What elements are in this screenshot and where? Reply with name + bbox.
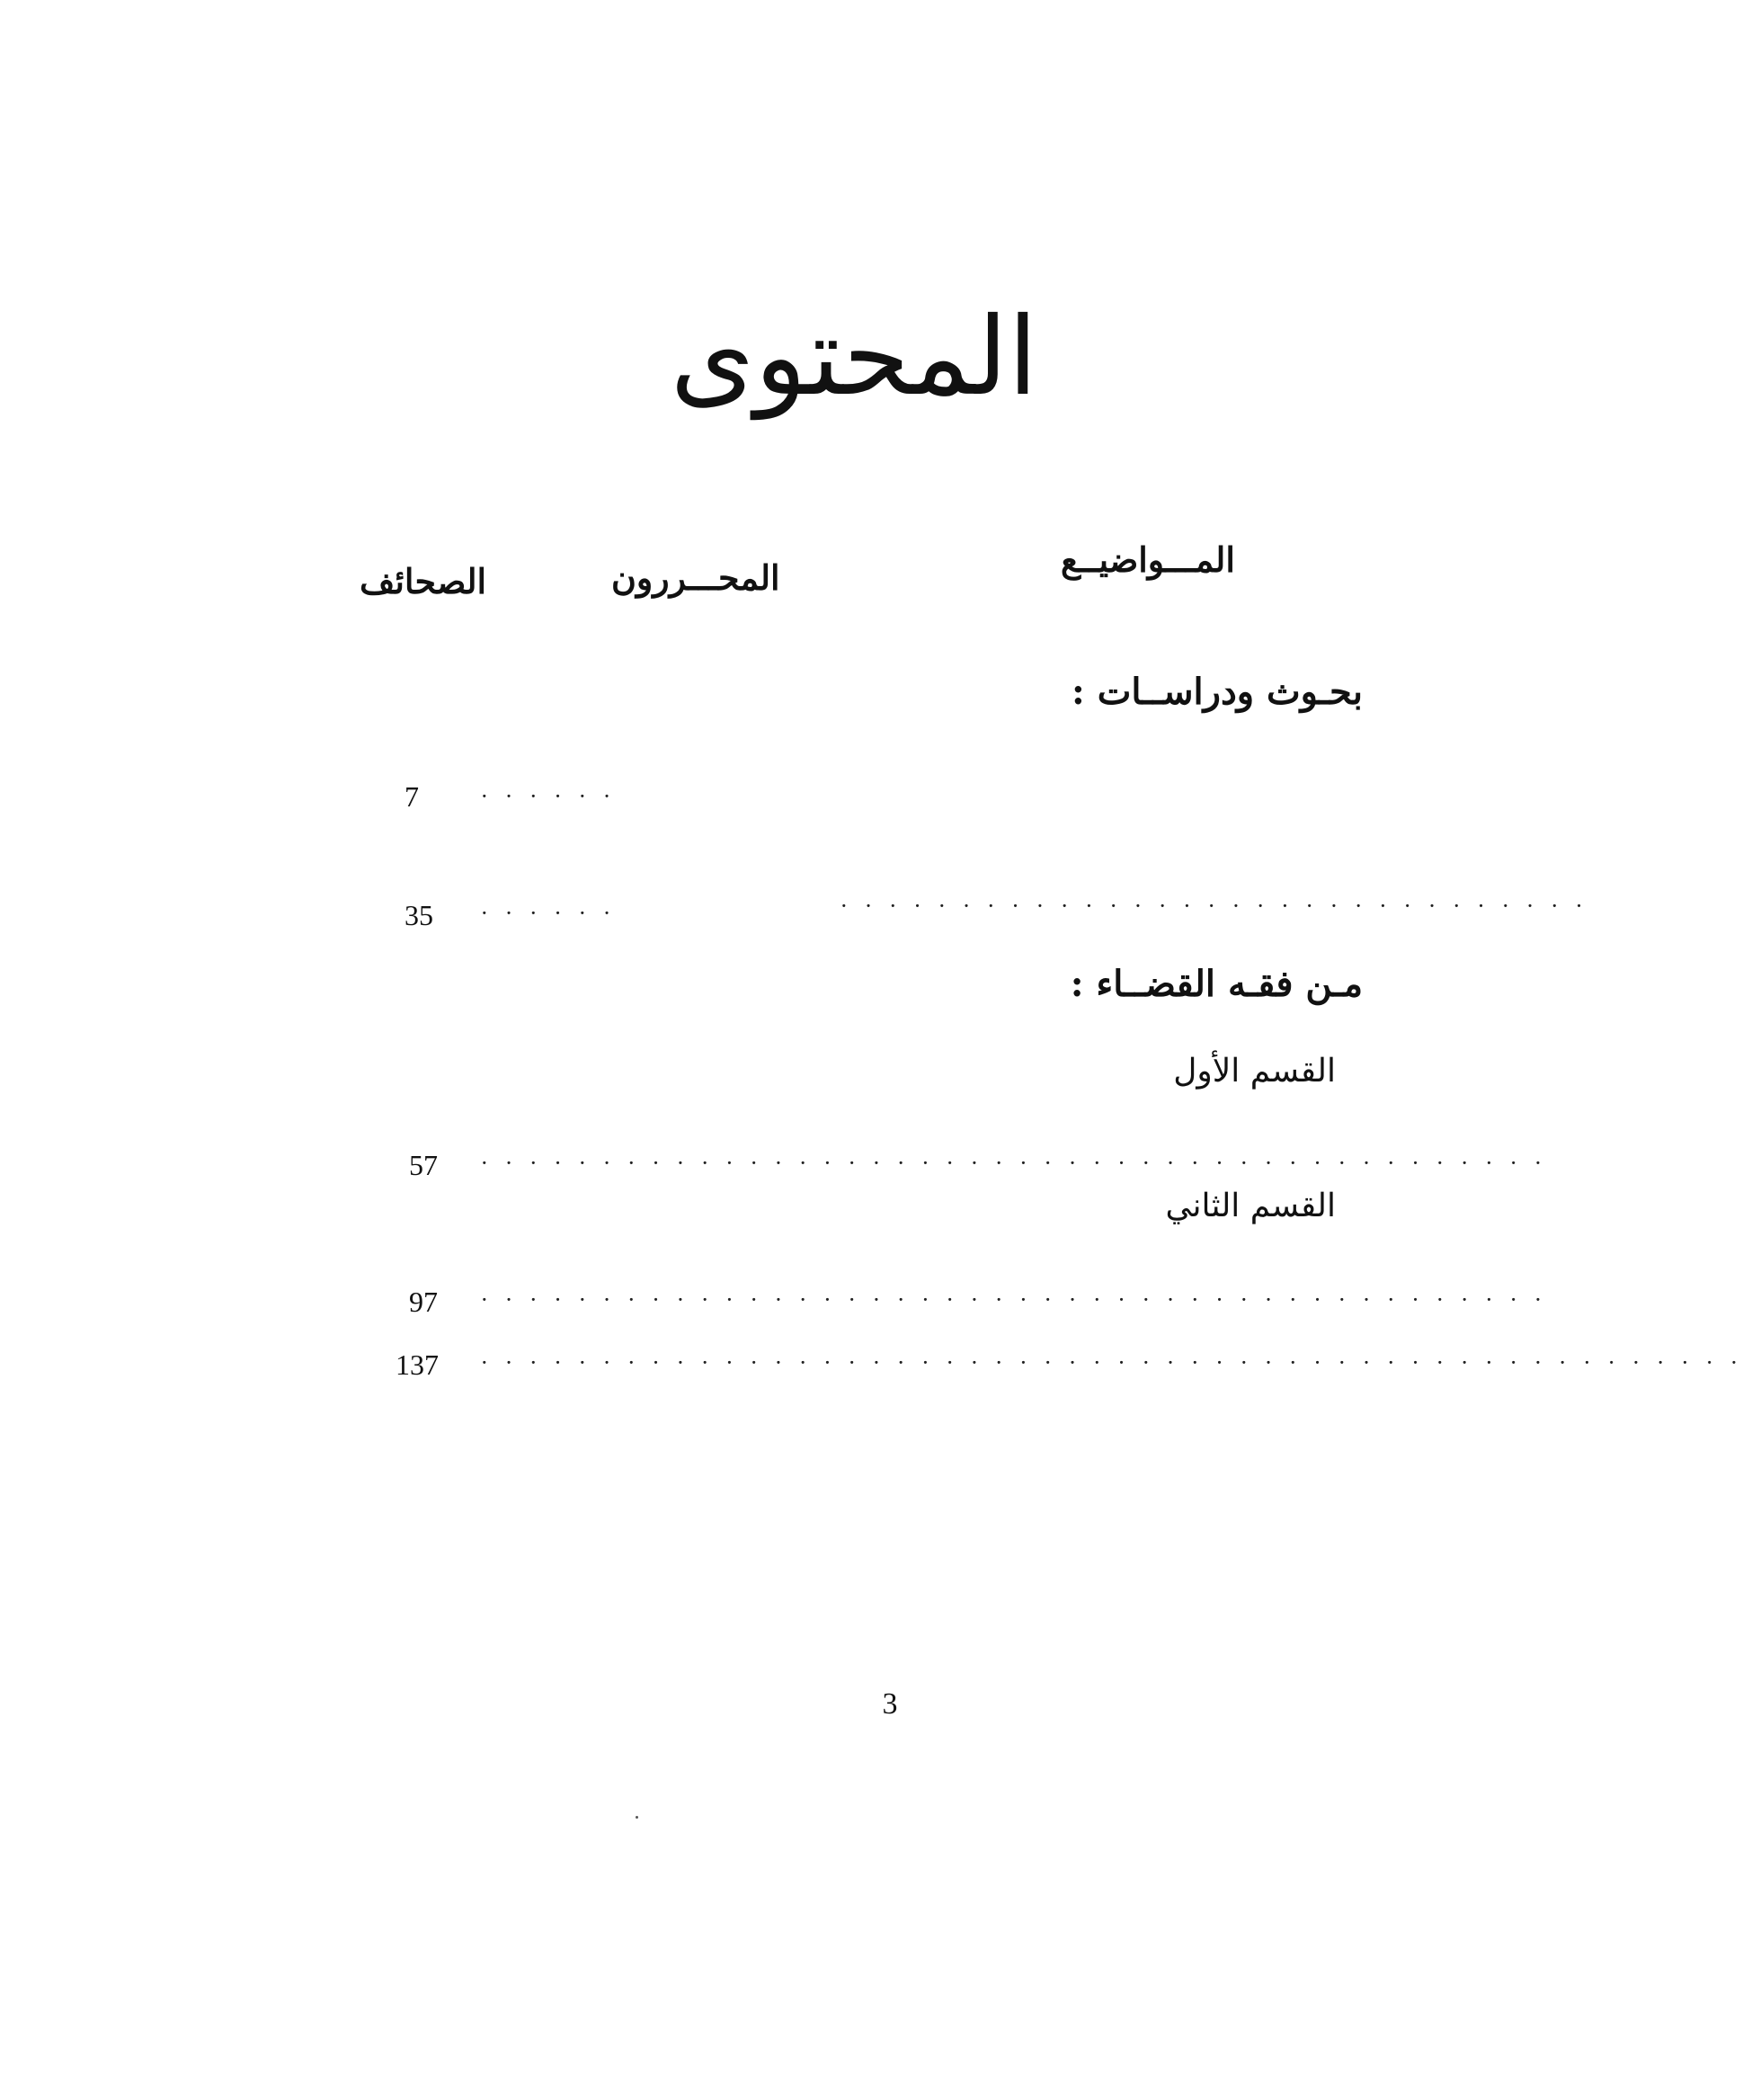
- leader-dots: · · · · · · · · · · · · · · · · · · · · · · · · · · · · · · · · · · · · · · · · · · · · · · · · · · · ·: [481, 1350, 1743, 1375]
- column-header-pages: الصحائف: [360, 561, 487, 601]
- entry-page-number: 7: [405, 780, 419, 813]
- leader-dots: · · · · · · · · · · · · · · · · · · · · · · · · · · · · · · ·: [840, 894, 1588, 919]
- entry-page-number: 35: [405, 899, 433, 931]
- page-title: المحتوى: [670, 295, 1038, 420]
- scan-speck: [636, 1816, 638, 1819]
- section-heading-research: بحـوث ودراســات :: [1072, 671, 1363, 713]
- part-label: القسم الثاني: [1165, 1188, 1336, 1224]
- leader-dots: · · · · · ·: [481, 784, 616, 809]
- page-folio: 3: [882, 1687, 898, 1721]
- section-heading-jurisprudence: مـن فقـه القضــاء :: [1070, 963, 1363, 1005]
- leader-dots: · · · · · · · · · · · · · · · · · · · · · · · · · · · · · · · · · · · · · · · · · · · ·: [481, 1287, 1547, 1312]
- leader-dots: · · · · · · · · · · · · · · · · · · · · · · · · · · · · · · · · · · · · · · · · · · · ·: [481, 1151, 1547, 1176]
- part-label: القسم الأول: [1173, 1053, 1336, 1090]
- entry-page-number: 137: [396, 1348, 439, 1381]
- column-header-editors: المحـــررون: [611, 557, 780, 598]
- entry-page-number: 97: [409, 1286, 438, 1318]
- leader-dots: · · · · · ·: [481, 901, 616, 926]
- entry-page-number: 57: [409, 1149, 438, 1181]
- column-header-topics: المـــواضيــع: [1061, 539, 1235, 580]
